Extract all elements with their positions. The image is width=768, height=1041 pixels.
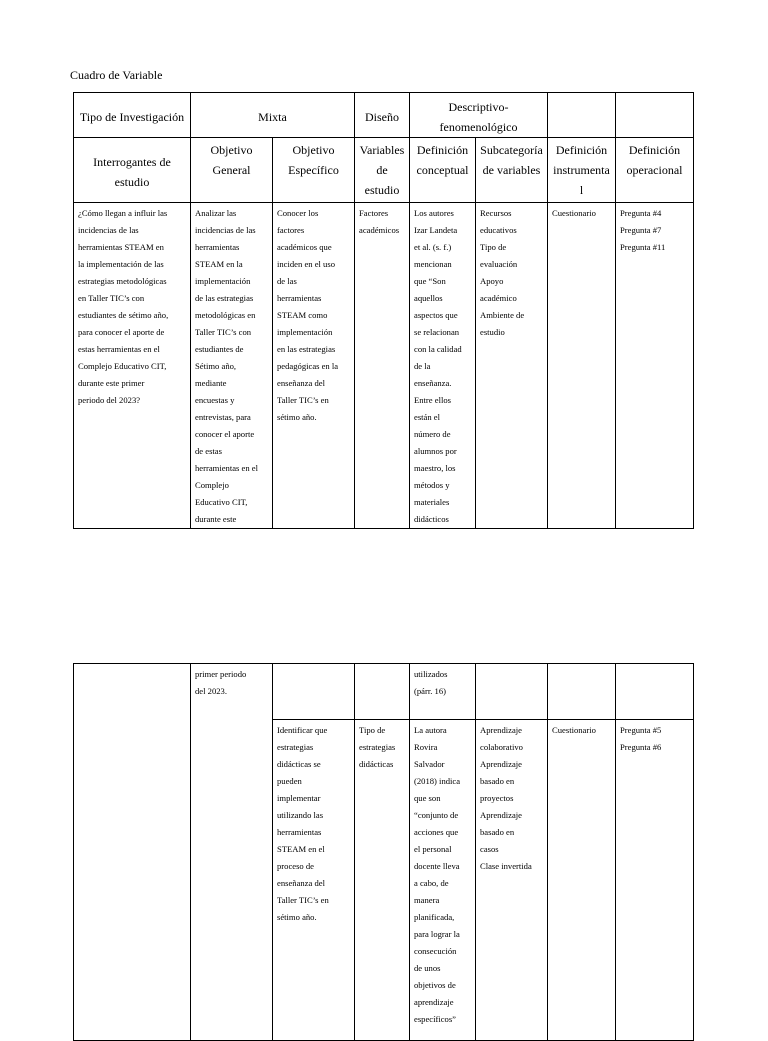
col-header-subcategoria: Subcategoría de variables [480, 143, 543, 177]
column-header-row [74, 138, 694, 203]
cell-objetivo-especifico: Conocer los factores académicos que inciden en el uso de las herramientas STEAM como implementación en las estrategias pedagógicas en la enseñanza del Taller TIC’s en sétimo año. [277, 208, 339, 422]
empty-cell [74, 664, 191, 1041]
document-title: Cuadro de Variable [70, 68, 163, 82]
header-row-design [74, 93, 694, 138]
col-header-definicion-operacional: Definición operacional [626, 143, 683, 177]
cell-definicion-conceptual: Los autores Izar Landeta et al. (s. f.) mencionan que “Son aquellos aspectos que se relacionan con la calidad de la enseñanza. Entre ellos están el número de alumnos por maestro, los métodos y materiales didácticos [414, 208, 462, 524]
cell-definicion-instrumental: Cuestionario [552, 208, 596, 218]
tipo-investigacion-label: Tipo de Investigación [79, 110, 185, 124]
cell-objetivo-general: Analizar las incidencias de las herramientas STEAM en la implementación de las estrategias metodológicas en Taller TIC’s con estudiantes de Sétimo año, mediante encuestas y entrevistas, para conocer el aporte de estas herramientas en el Complejo Educativo CIT, durante este [195, 208, 258, 524]
col-header-definicion-instrumental: Definición instrumenta l [553, 143, 610, 197]
table-row [74, 664, 694, 720]
diseno-value: Descriptivo- fenomenológico [439, 100, 518, 134]
empty-header-cell [616, 93, 694, 138]
variable-table-page-1 [73, 92, 694, 529]
cell-definicion-conceptual: La autora Rovira Salvador (2018) indica que son “conjunto de acciones que el personal docente lleva a cabo, de manera planificada, para lograr la consecución de unos objetivos de aprendizaje específicos” [414, 725, 461, 1024]
cell-interrogante: ¿Cómo llegan a influir las incidencias de las herramientas STEAM en la implementación de las estrategias metodológicas en Taller TIC’s con estudiantes de sétimo año, para conocer el aporte de estas herramientas en el Complejo Educativo CIT, durante este primer periodo del 2023? [78, 208, 169, 405]
cell-definicion-instrumental: Cuestionario [552, 725, 596, 735]
tipo-investigacion-value: Mixta [258, 110, 287, 124]
variable-table-page-2 [73, 663, 694, 1041]
empty-cell [273, 664, 355, 720]
empty-cell [476, 664, 548, 720]
diseno-label: Diseño [365, 110, 399, 124]
table-row [74, 203, 694, 529]
empty-cell [616, 664, 694, 720]
cell-objetivo-especifico: Identificar que estrategias didácticas se pueden implementar utilizando las herramientas STEAM en el proceso de enseñanza del Taller TIC’s en sétimo año. [277, 725, 329, 922]
cell-definicion-operacional: Pregunta #4 Pregunta #7 Pregunta #11 [620, 208, 666, 252]
cell-subcategoria: Aprendizaje colaborativo Aprendizaje basado en proyectos Aprendizaje basado en casos Clase invertida [480, 725, 532, 871]
empty-header-cell [548, 93, 616, 138]
cell-variable: Tipo de estrategias didácticas [359, 725, 396, 769]
cell-variable: Factores académicos [359, 208, 400, 235]
col-header-definicion-conceptual: Definición conceptual [416, 143, 469, 177]
col-header-objetivo-general: Objetivo General [210, 143, 253, 177]
empty-cell [355, 664, 410, 720]
col-header-objetivo-especifico: Objetivo Específico [288, 143, 339, 177]
col-header-interrogantes: Interrogantes de estudio [93, 155, 171, 189]
empty-cell [548, 664, 616, 720]
cell-definicion-operacional: Pregunta #5 Pregunta #6 [620, 725, 662, 752]
cell-subcategoria: Recursos educativos Tipo de evaluación Apoyo académico Ambiente de estudio [480, 208, 525, 337]
cell-definicion-conceptual-continued: utilizados (párr. 16) [414, 669, 448, 696]
col-header-variables: Variables de estudio [359, 143, 405, 197]
cell-objetivo-general-continued: primer periodo del 2023. [195, 669, 247, 696]
